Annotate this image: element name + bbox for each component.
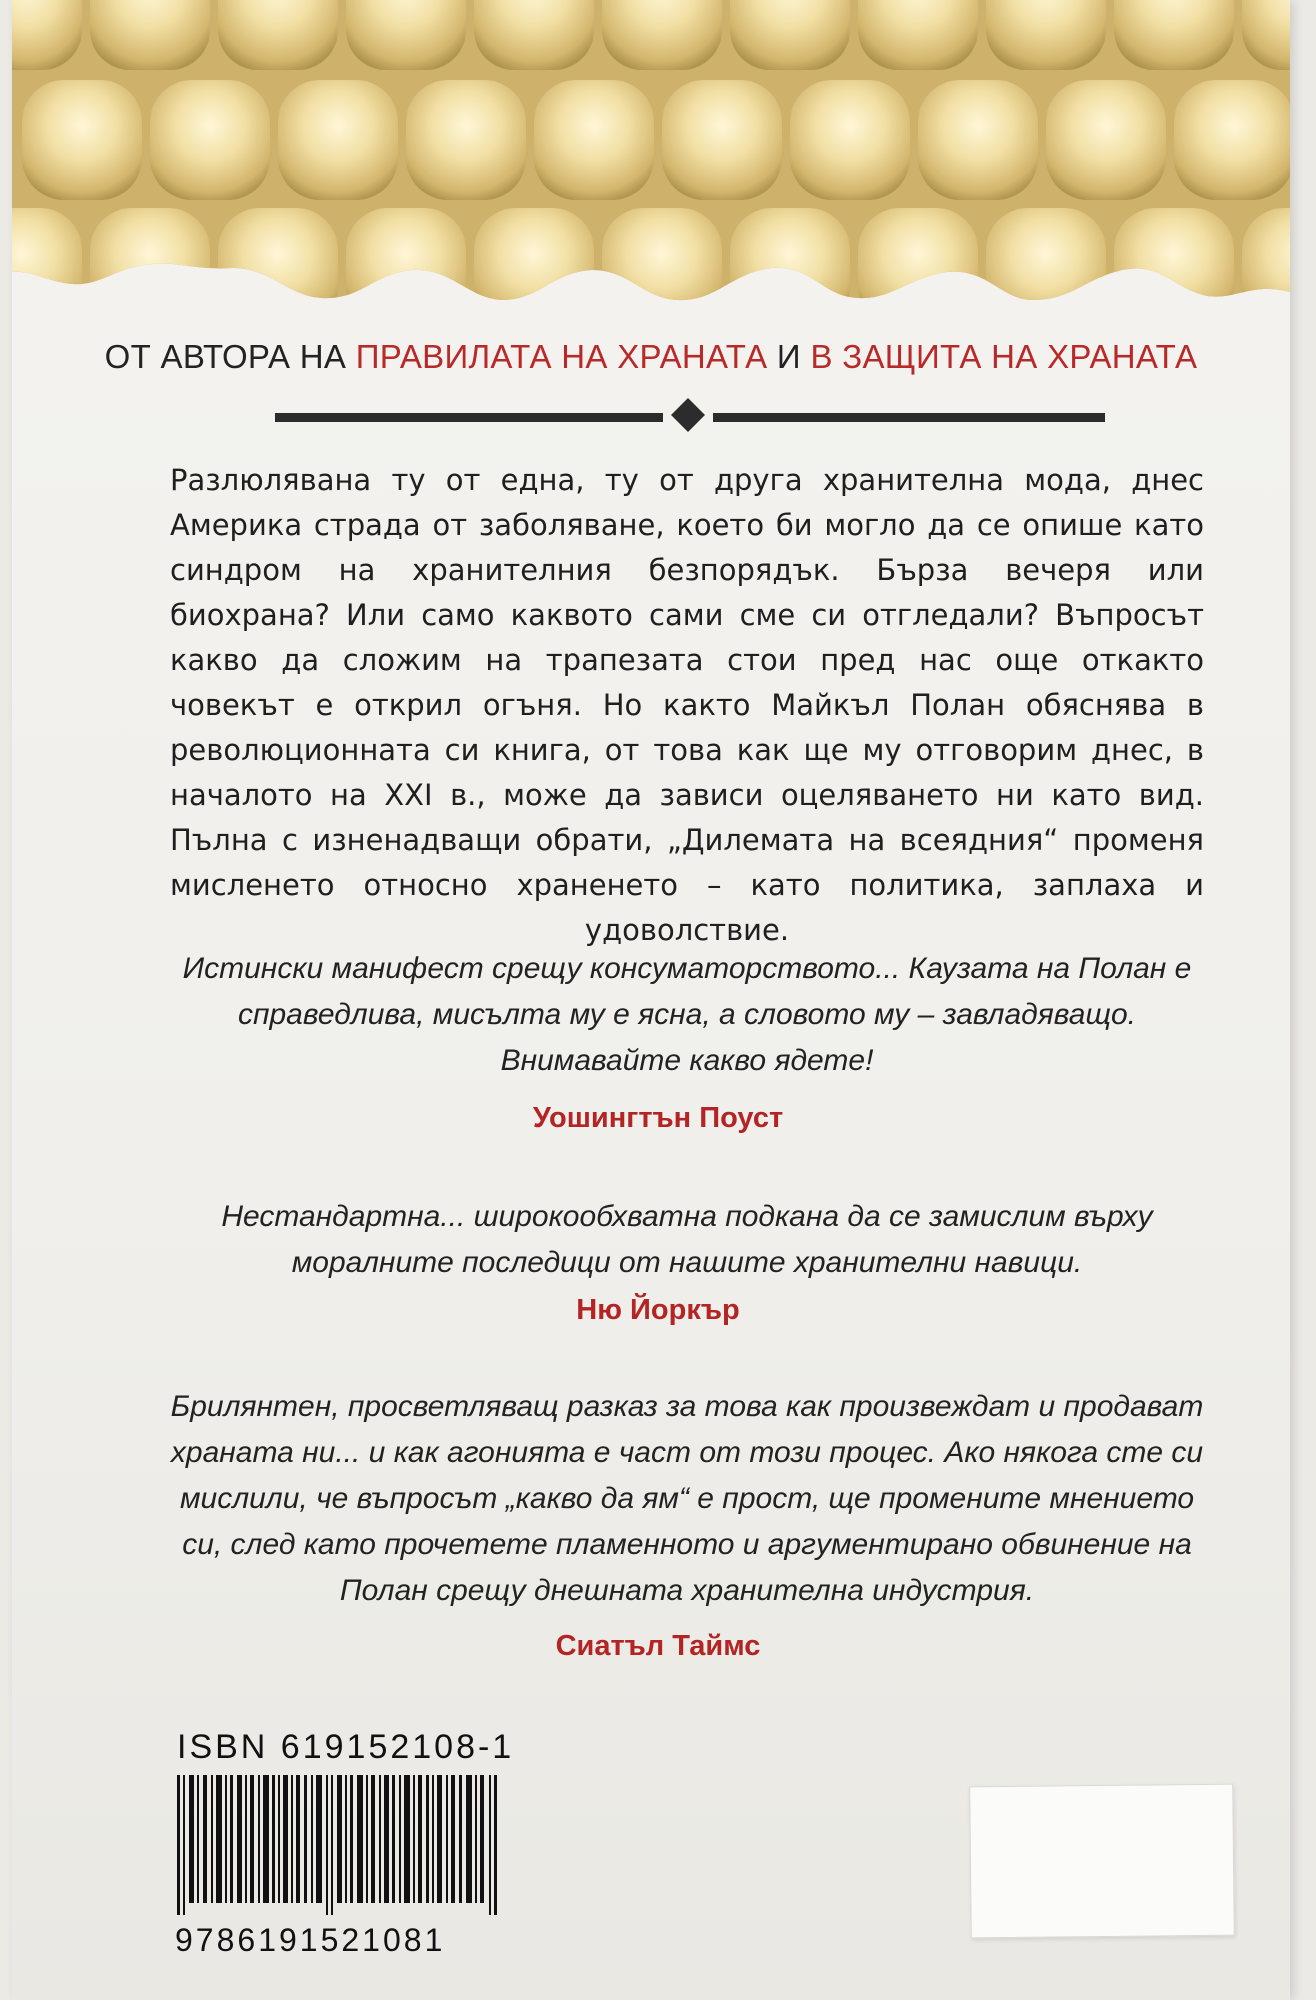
corn-kernels-image — [12, 0, 1290, 330]
ornamental-divider — [275, 402, 1105, 432]
barcode-number: 9786191521081 — [175, 1922, 446, 1958]
divider-diamond-icon — [671, 398, 705, 432]
review-quote-3: Брилянтен, просветляващ разказ за това как произвеждат и продават храната ни... и как агонията е част от този процес. Ако някога сте си мислили, че въпросът „какво да ям“ е прост, ще промените мнението си, след като прочетете пламенното и аргументирано обвинение на Полан срещу днешната хранителна индустрия. — [170, 1390, 1204, 1607]
isbn-label: ISBN 619152108-1 — [177, 1728, 515, 1766]
tagline-book-title-1: ПРАВИЛАТА НА ХРАНАТА — [355, 338, 768, 375]
book-back-cover — [12, 0, 1290, 2000]
review-source-2: Ню Йоркър — [576, 1294, 740, 1326]
divider-bar-right — [713, 413, 1105, 422]
book-description: Разлюлявана ту от една, ту от друга хранителна мода, днес Америка страда от заболяване, което би могло да се опише като синдром на хранителния безпорядък. Бърза вечеря или биохрана? Или само каквото сами сме си отгледали? Въпросът какво да сложим на трапезата стои пред нас още откакто човекът е открил огъня. Но както Майкъл Полан обяснява в революционната си книга, от това как ще му отговорим днес, в началото на XXI в., може да зависи оцеляването ни като вид. Пълна с изненадващи обрати, „Дилемата на всеядния“ променя мисленето относно храненето – като политика, заплаха и удоволствие. — [170, 463, 1204, 947]
author-tagline — [12, 338, 1290, 376]
tagline-joiner: И — [767, 338, 811, 375]
review-source-1: Уошингтън Поуст — [532, 1102, 784, 1134]
blank-price-sticker — [969, 1784, 1235, 1939]
review-source-3: Сиатъл Таймс — [555, 1630, 761, 1662]
divider-bar-left — [275, 413, 663, 422]
tagline-prefix: ОТ АВТОРА НА — [104, 338, 356, 375]
review-quote-1: Истински манифест срещу консуматорството... Каузата на Полан е справедлива, мисълта му е ясна, а словото му – завладяващо. Внимавайте какво ядете! — [182, 952, 1192, 1077]
barcode-image — [177, 1775, 499, 1915]
tagline-book-title-2: В ЗАЩИТА НА ХРАНАТА — [810, 338, 1198, 375]
review-quote-2: Нестандартна... широкообхватна подкана да се замислим върху моралните последици от нашите хранителни навици. — [221, 1200, 1153, 1279]
